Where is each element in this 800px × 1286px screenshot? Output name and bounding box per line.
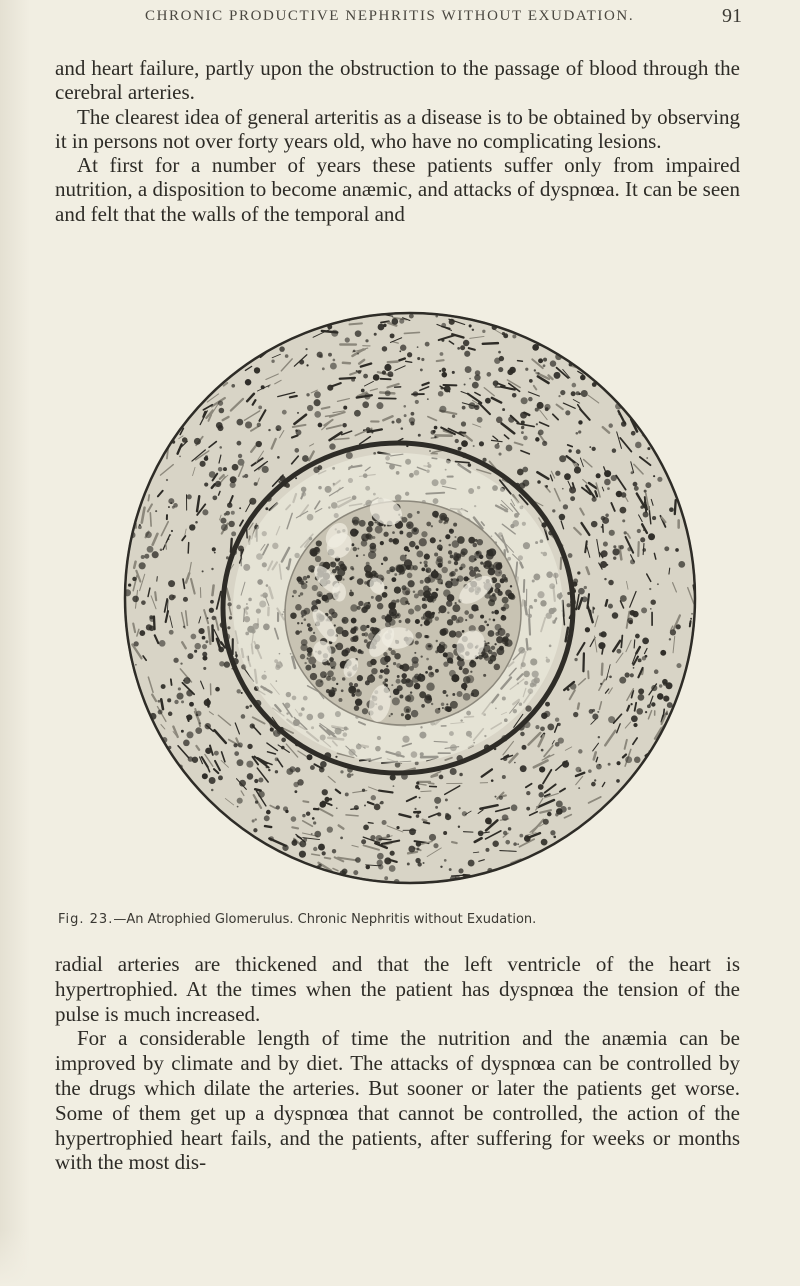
paragraph: For a considerable length of time the nutrition and the anæmia can be improved by climate and by diet. The attacks of dyspnœa can be controlled by the drugs which dilate the arteries. But sooner or later the patients get worse. Some of them get up a dyspnœa that cannot be controlled, the action of the hypertrophied heart fails, and the patients, after suffering for weeks or months with the most dis-	[55, 1026, 740, 1175]
figure-caption	[58, 912, 743, 927]
page-number: 91	[722, 5, 742, 27]
figure-atrophied-glomerulus	[98, 308, 718, 898]
bottom-text-block	[55, 952, 740, 1175]
page-bottom-fade	[0, 1230, 800, 1286]
page-edge-shadow	[0, 0, 30, 1286]
figure-caption-text: —An Atrophied Glomerulus. Chronic Nephritis without Exudation.	[113, 912, 537, 927]
paragraph: and heart failure, partly upon the obstruction to the passage of blood through the cerebral arteries.	[55, 56, 740, 105]
paragraph: The clearest idea of general arteritis as a disease is to be obtained by observing it in persons not over forty years old, who have no complicating lesions.	[55, 104, 740, 153]
top-text-block	[55, 56, 740, 226]
figure-label: Fig. 23.	[58, 912, 114, 927]
running-head: CHRONIC PRODUCTIVE NEPHRITIS WITHOUT EXUDATION.	[145, 8, 635, 24]
histology-illustration	[98, 308, 718, 898]
paragraph: At first for a number of years these patients suffer only from impaired nutrition, a disposition to become anæmic, and attacks of dyspnœa. It can be seen and felt that the walls of the temporal and	[55, 153, 740, 226]
paragraph: radial arteries are thickened and that the left ventricle of the heart is hypertrophied. At the times when the patient has dyspnœa the tension of the pulse is much increased.	[55, 952, 740, 1026]
